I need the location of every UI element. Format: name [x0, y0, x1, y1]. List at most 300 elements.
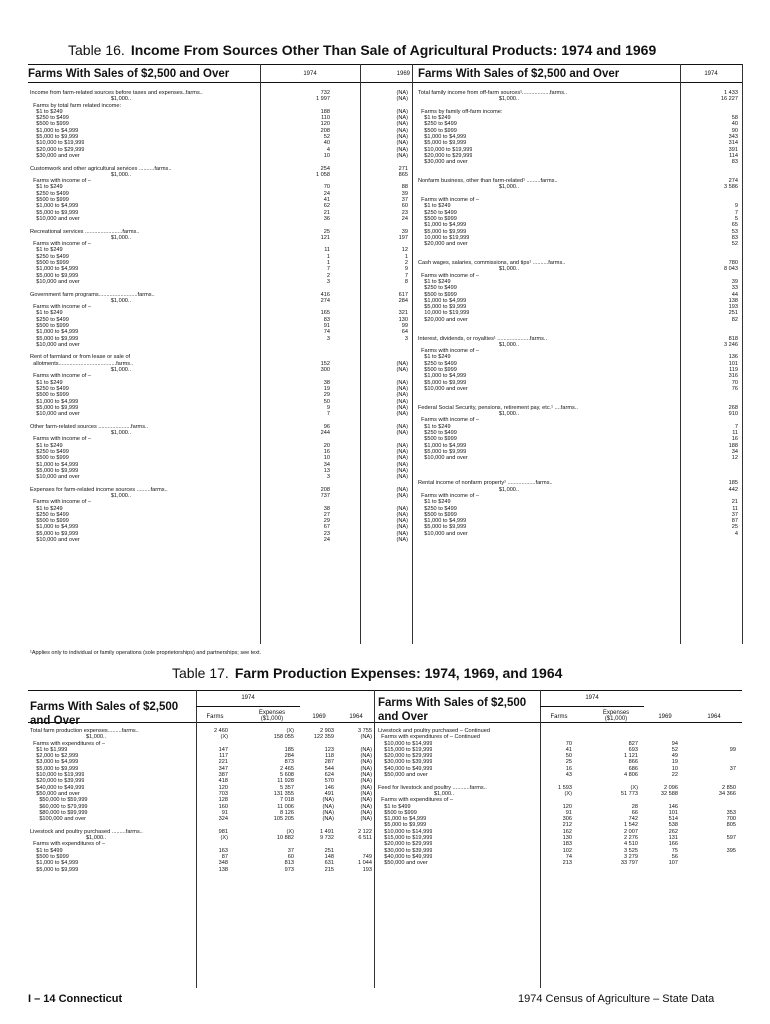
- table-cell: 33: [731, 285, 738, 292]
- row-label: $250 to $499: [418, 285, 457, 292]
- table-cell: 1 593: [558, 784, 572, 791]
- table-cell: (NA): [322, 809, 334, 816]
- table-cell: (NA): [360, 803, 372, 810]
- table-cell: 221: [218, 759, 228, 766]
- row-label: Farms with income of –: [30, 499, 91, 506]
- table-cell: (NA): [396, 474, 408, 481]
- row-label: $40,000 to $49,999: [378, 853, 433, 860]
- table-cell: 244: [320, 430, 330, 437]
- row-label: $1,000 to $4,999: [418, 297, 467, 304]
- table-cell: (X): [220, 835, 228, 842]
- table-cell: 268: [728, 404, 738, 411]
- row-label: $1 to $249: [418, 499, 451, 506]
- row-label: $1,000 to $4,999: [30, 203, 79, 210]
- table-cell: 11: [732, 430, 738, 437]
- table-cell: 52: [731, 241, 738, 248]
- table-cell: 76: [731, 385, 738, 392]
- table-cell: 44: [731, 291, 738, 298]
- table-cell: 130: [562, 835, 572, 842]
- table-cell: 442: [728, 486, 738, 493]
- table-cell: 597: [726, 835, 736, 842]
- table-cell: 120: [320, 121, 330, 128]
- table-cell: 1: [326, 260, 330, 267]
- table17-col-farms-right: Farms: [550, 714, 568, 720]
- row-label: Federal Social Security, pensions, retirement pay, etc.¹ ....farms..: [418, 404, 578, 411]
- table16-left-heading: Farms With Sales of $2,500 and Over: [28, 68, 230, 80]
- row-label: $1,000..: [418, 486, 520, 493]
- table-cell: 314: [728, 140, 738, 147]
- table16-title-text: Income From Sources Other Than Sale of Agricultural Products: 1974 and 1969: [130, 42, 657, 58]
- table-cell: 50: [323, 398, 330, 405]
- table-cell: 56: [671, 853, 678, 860]
- table-cell: 87: [731, 518, 738, 525]
- table-cell: 262: [668, 828, 678, 835]
- row-label: $500 to $999: [30, 121, 69, 128]
- row-label: $1,000 to $4,999: [418, 518, 467, 525]
- table-cell: 130: [398, 316, 408, 323]
- row-label: Recreational services ........................farms..: [30, 228, 140, 235]
- row-label: $10,000 and over: [30, 537, 80, 544]
- table-cell: 805: [726, 822, 736, 829]
- table-cell: 66: [631, 809, 638, 816]
- table-cell: 70: [565, 740, 572, 747]
- row-label: $50,000 and over: [30, 790, 80, 797]
- table-cell: [700, 860, 736, 866]
- table-cell: 83: [731, 234, 738, 241]
- table-cell: 119: [729, 367, 738, 374]
- row-label: $10,000 and over: [418, 455, 468, 462]
- table-cell: 10: [323, 455, 330, 462]
- table17-divider: [540, 690, 541, 988]
- table-cell: 83: [731, 159, 738, 166]
- row-label: Other farm-related sources .....................farms..: [30, 423, 149, 430]
- table-cell: 118: [325, 753, 334, 760]
- table-cell: 391: [728, 146, 738, 153]
- table-cell: 11: [732, 505, 738, 512]
- table16-number: Table 16.: [68, 42, 125, 58]
- table-cell: 21: [731, 499, 738, 506]
- table-cell: (NA): [396, 467, 408, 474]
- table-cell: 8 126: [280, 809, 294, 816]
- table-cell: 25: [565, 759, 572, 766]
- table-cell: 316: [728, 373, 738, 380]
- table16-year-1969: 1969: [396, 71, 410, 77]
- table-cell: 8: [404, 278, 408, 285]
- row-label: Farms with income of –: [30, 178, 91, 185]
- table-cell: 28: [631, 803, 638, 810]
- table-cell: 52: [323, 134, 330, 141]
- table-cell: 101: [728, 360, 738, 367]
- table-cell: 102: [562, 847, 572, 854]
- row-label: $1 to $249: [30, 379, 63, 386]
- row-label: $250 to $499: [30, 253, 69, 260]
- table-cell: 418: [218, 778, 228, 785]
- table-cell: 40: [323, 140, 330, 147]
- row-label: $20,000 to $29,999: [418, 152, 473, 159]
- table-cell: 7 018: [280, 797, 294, 804]
- table-cell: 19: [323, 385, 330, 392]
- row-label: $5,000 to $9,999: [30, 765, 79, 772]
- row-label: $10,000 and over: [30, 278, 80, 285]
- table17-left-1969-values: [300, 728, 334, 873]
- table-cell: 11: [324, 247, 330, 254]
- table-cell: 60: [287, 853, 294, 860]
- table-cell: 152: [320, 360, 330, 367]
- table-cell: (NA): [396, 134, 408, 141]
- table-cell: 284: [284, 753, 294, 760]
- row-label: Total family income from off-farm sources¹..................farms..: [418, 90, 568, 96]
- row-label: $1 to $249: [418, 278, 451, 285]
- row-label: $2,000 to $2,999: [30, 753, 79, 760]
- row-label: $1,000..: [30, 171, 132, 178]
- table-cell: (X): [630, 784, 638, 791]
- row-label: $5,000 to $9,999: [418, 228, 467, 235]
- table-cell: (NA): [396, 430, 408, 437]
- row-label: Farms with income of –: [418, 493, 479, 499]
- table-cell: 19: [671, 759, 678, 766]
- table-cell: (NA): [396, 505, 408, 512]
- table-cell: 212: [562, 822, 572, 829]
- table17-col-1969-right: 1969: [658, 714, 672, 720]
- row-label: $1,000 to $4,999: [30, 329, 79, 336]
- table-row-label: [418, 531, 674, 537]
- table-cell: (NA): [396, 442, 408, 449]
- row-label: $250 to $499: [30, 190, 69, 197]
- table16-divider: [360, 64, 361, 644]
- table-cell: 208: [320, 486, 330, 493]
- row-label: $1,000..: [30, 96, 132, 103]
- table16-right-heading: Farms With Sales of $2,500 and Over: [418, 68, 620, 80]
- table-cell: (NA): [360, 753, 372, 760]
- row-label: Livestock and poultry purchased – Continued: [378, 728, 490, 734]
- table-cell: (NA): [396, 152, 408, 159]
- table-cell: 347: [218, 765, 228, 772]
- row-label: $10,000 to $19,999: [418, 146, 473, 153]
- table-cell: 128: [218, 797, 228, 804]
- table-cell: 99: [401, 322, 408, 329]
- row-label: $15,000 to $19,999: [378, 746, 433, 753]
- row-label: $1,000 to $4,999: [418, 373, 467, 380]
- table-cell: (NA): [396, 108, 408, 115]
- table-cell: 3: [404, 335, 408, 342]
- row-label: Income from farm-related sources before taxes and expenses..farms..: [30, 90, 203, 96]
- table-cell: 3: [326, 335, 330, 342]
- table-cell: 94: [671, 740, 678, 747]
- row-label: $5,000 to $9,999: [30, 134, 79, 141]
- table-cell: 37: [401, 197, 408, 204]
- row-label: $250 to $499: [30, 448, 69, 455]
- table-cell: 160: [218, 803, 228, 810]
- table16-footnote: ¹Applies only to individual or family operations (sole proprietorships) and partnerships; see text.: [30, 650, 262, 656]
- table-cell: 1 997: [316, 96, 330, 103]
- row-label: $1,000 to $4,999: [30, 524, 79, 531]
- row-label: Farms with income of –: [418, 272, 479, 279]
- table-cell: (NA): [360, 759, 372, 766]
- table-cell: 22: [671, 772, 678, 779]
- table-cell: (NA): [396, 90, 408, 96]
- table-cell: 67: [323, 524, 330, 531]
- table-cell: 742: [628, 816, 638, 823]
- table-cell: 36: [323, 215, 330, 222]
- table-cell: 10 882: [276, 835, 294, 842]
- row-label: $250 to $499: [30, 385, 69, 392]
- table-cell: 38: [323, 505, 330, 512]
- table-cell: 74: [323, 329, 330, 336]
- row-label: 10,000 to $19,999: [418, 310, 470, 317]
- row-label: $1,000 to $4,999: [30, 127, 79, 134]
- table-cell: 147: [218, 746, 228, 753]
- row-label: $500 to $999: [418, 127, 457, 134]
- row-label: Farms with income of –: [418, 197, 479, 204]
- table-cell: 284: [398, 297, 408, 304]
- row-label: $1,000..: [418, 411, 520, 418]
- row-label: Livestock and poultry purchased .........farms..: [30, 828, 143, 835]
- row-label: $500 to $999: [30, 197, 69, 204]
- row-label: $1,000 to $4,999: [418, 442, 467, 449]
- table-cell: 570: [324, 778, 334, 785]
- table-cell: 5 357: [280, 784, 294, 791]
- row-label: $1 to $249: [30, 442, 63, 449]
- row-label: $500 to $999: [418, 511, 457, 518]
- table-cell: 910: [728, 411, 738, 418]
- table-cell: 700: [726, 816, 736, 823]
- row-label: $20,000 to $39,999: [30, 778, 85, 785]
- table-cell: 4 510: [624, 841, 638, 848]
- table-cell: 91: [221, 809, 228, 816]
- table-cell: 123: [324, 746, 334, 753]
- row-label: $1,000..: [30, 234, 132, 241]
- table17-right-1964-values: [700, 728, 736, 867]
- table-cell: 193: [728, 304, 738, 311]
- table-cell: (NA): [396, 96, 408, 103]
- table-cell: 866: [628, 759, 638, 766]
- row-label: $10,000 and over: [30, 474, 80, 481]
- table-cell: 827: [628, 740, 638, 747]
- table-cell: (NA): [396, 411, 408, 418]
- table17-year-1974-right: 1974: [585, 695, 599, 701]
- row-label: $1 to $249: [30, 184, 63, 191]
- row-label: Farms with income of –: [418, 348, 479, 355]
- table-cell: 703: [218, 790, 228, 797]
- table-cell: (NA): [360, 784, 372, 791]
- row-label: $250 to $499: [30, 511, 69, 518]
- row-label: $1 to $249: [418, 423, 451, 430]
- table-cell: 1 121: [624, 753, 638, 760]
- table-cell: 121: [320, 234, 330, 241]
- table-cell: 1 044: [358, 860, 372, 867]
- table-row-label: [30, 537, 256, 543]
- table-cell: 138: [728, 297, 738, 304]
- table-cell: 148: [324, 853, 334, 860]
- row-label: $500 to $999: [378, 809, 417, 816]
- row-label: $250 to $499: [418, 430, 457, 437]
- table16-title: [68, 42, 656, 58]
- table-cell: (X): [286, 828, 294, 835]
- row-label: $10,000 and over: [30, 341, 80, 348]
- table17-left-heading: Farms With Sales of $2,500 and Over: [30, 701, 179, 727]
- row-label: $1 to $499: [378, 803, 411, 810]
- table-cell: 131: [668, 835, 678, 842]
- row-label: Customwork and other agricultural services ..........farms..: [30, 165, 172, 172]
- table16-left-1969-values: [366, 90, 408, 543]
- table-cell: 74: [565, 853, 572, 860]
- row-label: $500 to $999: [30, 518, 69, 525]
- table-cell: 865: [398, 171, 408, 178]
- table-cell: 631: [324, 860, 334, 867]
- table-cell: 23: [401, 209, 408, 216]
- row-label: $1 to $249: [418, 203, 451, 210]
- row-label: Cash wages, salaries, commissions, and tips¹ ..........farms..: [418, 260, 566, 267]
- row-label: $50,000 and over: [378, 772, 428, 779]
- table-cell: (X): [564, 790, 572, 797]
- table-cell: 2 096: [664, 784, 678, 791]
- row-label: Farms with income of –: [30, 436, 91, 443]
- row-label: Feed for livestock and poultry ...........farms..: [378, 784, 487, 791]
- row-label: Farms by family off-farm income:: [418, 108, 503, 115]
- table-cell: 41: [565, 746, 572, 753]
- row-label: Interest, dividends, or royalties¹ .....................farms..: [418, 335, 548, 342]
- table-cell: 185: [728, 480, 738, 487]
- table-cell: 16: [565, 765, 572, 772]
- table16-top-rule: [28, 64, 742, 65]
- table-cell: 185: [284, 746, 294, 753]
- row-label: $30,000 and over: [30, 152, 80, 159]
- row-label: $60,000 to $79,999: [30, 803, 88, 810]
- row-label: Rent of farmland or from lease or sale of: [30, 354, 131, 361]
- table-cell: 34 366: [718, 790, 736, 797]
- table-cell: 4: [326, 146, 330, 153]
- table-cell: 50: [565, 753, 572, 760]
- table16-divider: [742, 64, 743, 644]
- row-label: $5,000 to $9,999: [30, 209, 79, 216]
- row-label: $500 to $999: [418, 436, 457, 443]
- row-label: Government farm programs.........................farms..: [30, 291, 155, 298]
- table-cell: 33 797: [620, 860, 638, 867]
- table-cell: (NA): [360, 746, 372, 753]
- table-cell: 7: [734, 423, 738, 430]
- table-cell: 40: [731, 121, 738, 128]
- table-cell: 7: [326, 411, 330, 418]
- table-cell: 24: [401, 215, 408, 222]
- table-row-label: [30, 867, 192, 873]
- row-label: $50,000 to $59,999: [30, 797, 88, 804]
- table-cell: 10: [671, 765, 678, 772]
- table-cell: 16: [323, 448, 330, 455]
- table-cell: (X): [286, 728, 294, 734]
- row-label: $1,000..: [418, 184, 520, 191]
- table-cell: (NA): [396, 530, 408, 537]
- row-label: $80,000 to $99,999: [30, 809, 88, 816]
- row-label: $3,000 to $4,999: [30, 759, 79, 766]
- table-cell: (NA): [396, 121, 408, 128]
- row-label: $1,000..: [30, 734, 107, 741]
- table-cell: 732: [320, 90, 330, 96]
- table17-col-1964: 1964: [349, 714, 363, 720]
- table-cell: 208: [320, 127, 330, 134]
- table-cell: 120: [218, 784, 228, 791]
- row-label: Farms with income of –: [30, 241, 91, 248]
- table-cell: 395: [726, 847, 736, 854]
- table17-col-expenses-right: Expenses ($1,000): [602, 710, 630, 722]
- table-cell: (X): [220, 734, 228, 741]
- table-cell: 60: [401, 203, 408, 210]
- table17-col-1969: 1969: [312, 714, 326, 720]
- row-label: $1,000..: [30, 297, 132, 304]
- table-cell: 38: [323, 379, 330, 386]
- table-cell: 52: [671, 746, 678, 753]
- row-label: $1,000..: [30, 367, 132, 374]
- table-cell: 2: [326, 272, 330, 279]
- table-cell: 88: [401, 184, 408, 191]
- table-cell: 75: [671, 847, 678, 854]
- table17-left-labels: [30, 728, 192, 873]
- row-label: $5,000 to $9,999: [418, 448, 467, 455]
- table-cell: 146: [668, 803, 678, 810]
- table-cell: 780: [728, 260, 738, 267]
- table-cell: 9: [326, 404, 330, 411]
- row-label: $100,000 and over: [30, 816, 86, 823]
- row-label: $10,000 to $19,999: [30, 772, 85, 779]
- table-cell: 11 006: [277, 803, 294, 810]
- table17-left-1964-values: [340, 728, 372, 873]
- table-cell: 107: [668, 860, 678, 867]
- table-cell: 1: [326, 253, 330, 260]
- table17-left-expenses-values: [246, 728, 294, 873]
- table17-title-text: Farm Production Expenses: 1974, 1969, and 1964: [234, 665, 563, 681]
- table-cell: 3 246: [724, 341, 738, 348]
- table-cell: (NA): [396, 511, 408, 518]
- table-cell: (NA): [360, 765, 372, 772]
- table-cell: (NA): [396, 518, 408, 525]
- table-cell: 37: [729, 765, 736, 772]
- row-label: $1,000 to $4,999: [30, 860, 79, 867]
- table-cell: (NA): [360, 809, 372, 816]
- table-cell: 3 755: [358, 728, 372, 734]
- row-label: $10,000 and over: [418, 385, 468, 392]
- table-cell: 1 491: [320, 828, 334, 835]
- table-cell: 82: [731, 316, 738, 323]
- table17-col-1964-right: 1964: [707, 714, 721, 720]
- table-cell: 37: [287, 847, 294, 854]
- table-cell: (NA): [396, 140, 408, 147]
- table17-left-farms-values: [198, 728, 228, 873]
- table-cell: 41: [323, 197, 330, 204]
- table16-year-1974: 1974: [303, 71, 317, 77]
- table-cell: 873: [284, 759, 294, 766]
- table-cell: 254: [320, 165, 330, 172]
- table-cell: 2 460: [214, 728, 228, 734]
- table-cell: 163: [218, 847, 228, 854]
- table16-divider: [680, 64, 681, 644]
- row-label: $250 to $499: [418, 209, 457, 216]
- row-label: $1 to $249: [30, 247, 63, 254]
- table-cell: 2 276: [624, 835, 638, 842]
- table-cell: 737: [320, 493, 330, 499]
- row-label: $30,000 to $39,999: [378, 759, 433, 766]
- row-label: $30,000 to $39,999: [378, 847, 433, 854]
- table17-right-heading: Farms With Sales of $2,500 and Over: [378, 697, 527, 723]
- table-cell: 274: [728, 178, 738, 185]
- row-label: Farms with income of –: [418, 417, 479, 424]
- row-label: Nonfarm business, other than farm-related¹ .........farms..: [418, 178, 558, 185]
- row-label: $10,000 and over: [418, 530, 468, 537]
- table-cell: 6 511: [358, 835, 372, 842]
- row-label: Farms with expenditures of –: [378, 797, 453, 804]
- table-cell: (NA): [360, 790, 372, 797]
- table-cell: 13: [323, 467, 330, 474]
- table-cell: 251: [728, 310, 738, 317]
- row-label: $20,000 to $29,999: [30, 146, 85, 153]
